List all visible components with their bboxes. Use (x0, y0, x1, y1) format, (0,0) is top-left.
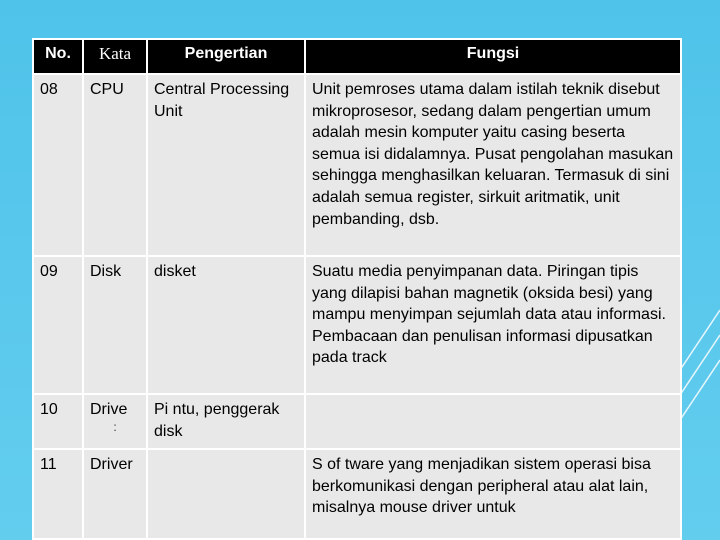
cell-fungsi-line: S of tware yang menjadikan sistem operasi bisa (312, 456, 651, 474)
cell-pengertian (147, 449, 305, 539)
cell-kata (83, 394, 147, 449)
cell-no: 11 (33, 449, 83, 539)
table-row (33, 394, 681, 449)
cell-fungsi-empty (305, 394, 681, 449)
cell-kata: Disk (83, 256, 147, 394)
header-kata: Kata (83, 39, 147, 74)
cell-fungsi-line: berkomunikasi dengan peripheral atau alat lain, misalnya mouse driver untuk (312, 477, 649, 517)
table-header-row (33, 39, 681, 74)
cell-kata-text: Drive (90, 401, 128, 418)
cell-fungsi (305, 449, 681, 539)
header-pengertian: Pengertian (147, 39, 305, 74)
cell-no: 08 (33, 74, 83, 256)
cell-fungsi: Unit pemroses utama dalam istilah teknik disebut mikroprosesor, sedang dalam pengertian umum adalah mesin komputer yaitu casing beserta semua isi didalamnya. Pusat pengolahan masukan sehingga menghasilkan keluaran. Termasuk di sini adalah semua register, sirkuit aritmatik, unit pembanding, dsb. (305, 74, 681, 256)
vocabulary-table (32, 38, 682, 540)
cell-kata-subscript: : (113, 419, 117, 434)
cell-kata: Driver (83, 449, 147, 539)
header-no: No. (33, 39, 83, 74)
cell-pengertian: Pi ntu, penggerak disk (147, 394, 305, 449)
cell-pengertian: Central Processing Unit (147, 74, 305, 256)
cell-no: 10 (33, 394, 83, 449)
header-fungsi: Fungsi (305, 39, 681, 74)
table-row (33, 449, 681, 539)
table-row (33, 74, 681, 256)
cell-no: 09 (33, 256, 83, 394)
cell-pengertian: disket (147, 256, 305, 394)
cell-kata: CPU (83, 74, 147, 256)
table-row (33, 256, 681, 394)
cell-fungsi: Suatu media penyimpanan data. Piringan tipis yang dilapisi bahan magnetik (oksida besi) yang mampu menyimpan sejumlah data atau informasi. Pembacaan dan penulisan informasi dipusatkan pada track (305, 256, 681, 394)
